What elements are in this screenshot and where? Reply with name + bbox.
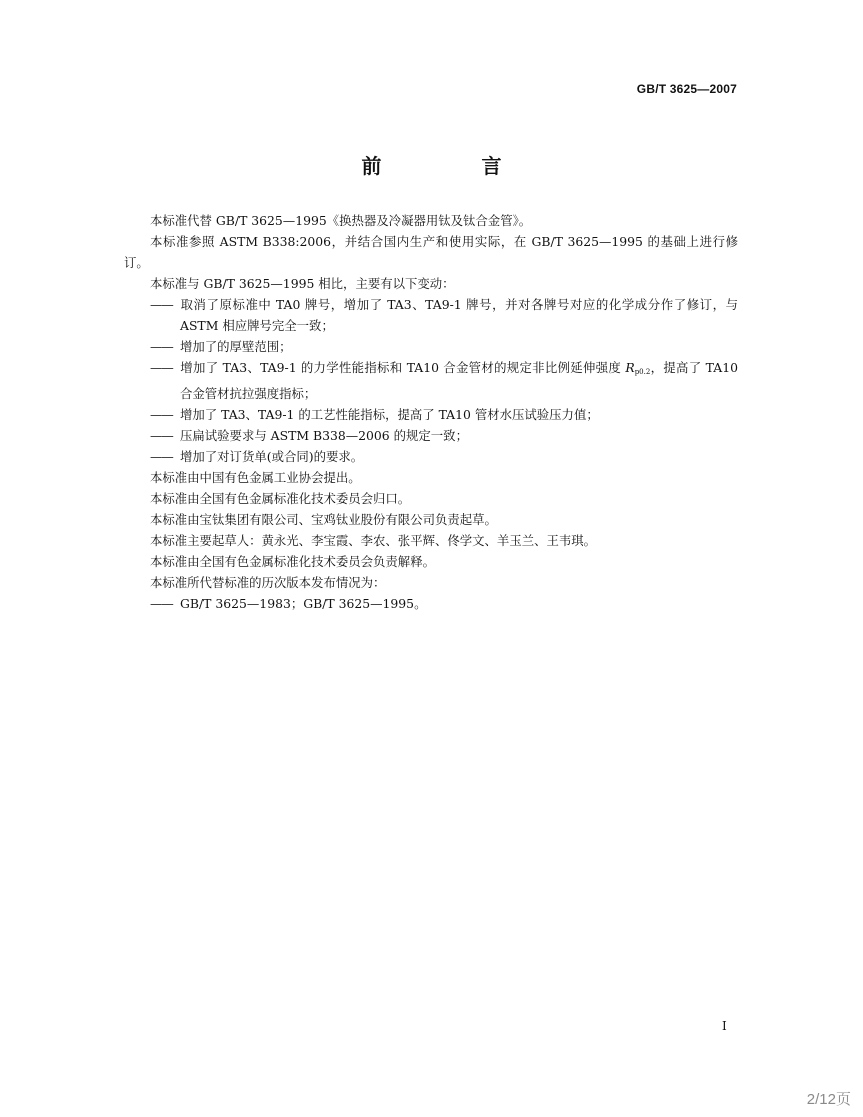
paragraph-changes-intro: 本标准与 GB/T 3625—1995 相比，主要有以下变动：	[150, 276, 455, 291]
paragraph-replaces: 本标准代替 GB/T 3625—1995《换热器及冷凝器用钛及钛合金管》。	[150, 213, 532, 228]
change-text: 增加了的厚壁范围；	[180, 339, 292, 354]
paragraph-history-intro: 本标准所代替标准的历次版本发布情况为：	[150, 575, 386, 590]
change-item	[124, 446, 738, 467]
change-text: 增加了 TA3、TA9-1 的力学性能指标和 TA10 合金管材的规定非比例延伸强度	[180, 360, 626, 375]
strength-symbol: R	[625, 360, 635, 375]
paragraph-drafting-units: 本标准由宝钛集团有限公司、宝鸡钛业股份有限公司负责起草。	[150, 512, 497, 527]
dash-mark: ——	[150, 407, 173, 422]
change-item	[124, 425, 738, 446]
page-folio: I	[722, 1019, 727, 1033]
change-item	[124, 404, 738, 425]
change-text: 压扁试验要求与 ASTM B338—2006 的规定一致；	[180, 428, 468, 443]
change-item	[124, 336, 738, 357]
paragraph-reference: 本标准参照 ASTM B338:2006，并结合国内生产和使用实际，在 GB/T 3625—1995 的基础上进行修订。	[124, 234, 738, 270]
change-item	[124, 294, 738, 336]
history-item	[124, 593, 738, 614]
dash-mark: ——	[150, 339, 173, 354]
dash-mark: ——	[150, 428, 173, 443]
page-title: 前 言	[361, 154, 542, 178]
dash-mark: ——	[150, 596, 173, 611]
strength-subscript: p0.2	[634, 368, 651, 376]
dash-mark: ——	[150, 297, 173, 312]
paragraph-drafters: 本标准主要起草人：黄永光、李宝霞、李农、张平辉、佟学文、羊玉兰、王韦琪。	[150, 533, 597, 548]
change-text: 取消了原标准中 TA0 牌号，增加了 TA3、TA9-1 牌号，并对各牌号对应的化学成分作了修订，与 ASTM 相应牌号完全一致；	[180, 297, 738, 333]
standard-code: GB/T 3625—2007	[636, 82, 737, 96]
history-text: GB/T 3625—1983；GB/T 3625—1995。	[180, 596, 427, 611]
paragraph-interpretation: 本标准由全国有色金属标准化技术委员会负责解释。	[150, 554, 435, 569]
change-text: 增加了对订货单(或合同)的要求。	[180, 449, 364, 464]
dash-mark: ——	[150, 449, 173, 464]
paragraph-administrator: 本标准由全国有色金属标准化技术委员会归口。	[150, 491, 411, 506]
change-item	[124, 357, 738, 404]
foreword-body	[124, 210, 738, 614]
paragraph-proposer: 本标准由中国有色金属工业协会提出。	[150, 470, 361, 485]
change-text: ，提高了 TA10 合金管材抗拉强度指标；	[180, 360, 738, 401]
change-text: 增加了 TA3、TA9-1 的工艺性能指标，提高了 TA10 管材水压试验压力值；	[180, 407, 599, 422]
page-counter: 2/12页	[806, 1091, 851, 1108]
dash-mark: ——	[150, 360, 173, 375]
